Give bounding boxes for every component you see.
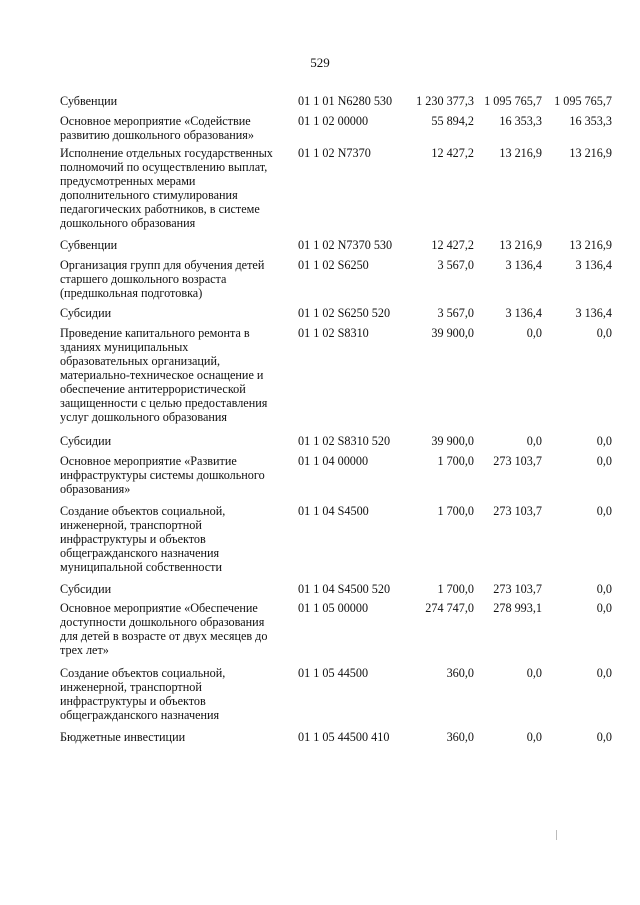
row-value-1: 3 567,0 <box>437 258 474 272</box>
row-name: Создание объектов социальной, инженерной, транспортной инфраструктуры и объектов общегражданского назначения муниципальной собственности <box>60 504 226 574</box>
row-code: 01 1 02 S6250 520 <box>298 306 391 320</box>
row-value-2: 273 103,7 <box>493 582 542 596</box>
row-code: 01 1 04 S4500 520 <box>298 582 391 596</box>
row-name: Субвенции <box>60 94 118 108</box>
row-name: Субсидии <box>60 306 112 320</box>
row-name: Создание объектов социальной, инженерной, транспортной инфраструктуры и объектов общегражданского назначения <box>60 666 226 722</box>
row-value-1: 3 567,0 <box>437 306 474 320</box>
row-code: 01 1 05 44500 <box>298 666 369 680</box>
row-name: Исполнение отдельных государственных полномочий по осуществлению выплат, предусмотренных мерами дополнительного стимулирования педагогических работников, в системе дошкольного образования <box>60 146 273 230</box>
page-number: 529 <box>310 55 330 70</box>
row-value-2: 3 136,4 <box>505 306 542 320</box>
row-value-1: 1 700,0 <box>437 454 474 468</box>
row-value-2: 0,0 <box>526 434 542 448</box>
row-code: 01 1 02 N7370 530 <box>298 238 393 252</box>
row-value-2: 3 136,4 <box>505 258 542 272</box>
row-value-3: 0,0 <box>596 730 612 744</box>
row-value-3: 3 136,4 <box>575 258 612 272</box>
row-value-3: 0,0 <box>596 666 612 680</box>
row-value-1: 39 900,0 <box>431 434 474 448</box>
row-value-2: 0,0 <box>526 666 542 680</box>
row-code: 01 1 01 N6280 530 <box>298 94 393 108</box>
row-value-3: 0,0 <box>596 582 612 596</box>
row-code: 01 1 02 S6250 <box>298 258 369 272</box>
row-name: Бюджетные инвестиции <box>60 730 186 744</box>
row-value-2: 273 103,7 <box>493 454 542 468</box>
scan-mark <box>556 830 557 840</box>
row-value-1: 360,0 <box>446 730 474 744</box>
row-name: Организация групп для обучения детей старшего дошкольного возраста (предшкольная подготовка) <box>60 258 265 300</box>
row-value-3: 0,0 <box>596 504 612 518</box>
row-value-1: 12 427,2 <box>431 238 474 252</box>
row-value-3: 13 216,9 <box>569 146 612 160</box>
row-value-1: 39 900,0 <box>431 326 474 340</box>
row-value-1: 1 230 377,3 <box>416 94 474 108</box>
row-code: 01 1 05 00000 <box>298 601 369 615</box>
row-value-3: 0,0 <box>596 434 612 448</box>
row-value-2: 0,0 <box>526 326 542 340</box>
row-code: 01 1 04 00000 <box>298 454 369 468</box>
row-value-2: 0,0 <box>526 730 542 744</box>
row-name: Субвенции <box>60 238 118 252</box>
row-name: Основное мероприятие «Развитие инфраструктуры системы дошкольного образования» <box>60 454 265 496</box>
row-name: Проведение капитального ремонта в зданиях муниципальных образовательных организаций, материально-техническое оснащение и обеспечение антитеррористической защищенности с целью предоставления услуг дошкольного образования <box>60 326 268 424</box>
row-value-1: 360,0 <box>446 666 474 680</box>
row-value-3: 1 095 765,7 <box>554 94 612 108</box>
row-value-3: 16 353,3 <box>569 114 612 128</box>
row-code: 01 1 04 S4500 <box>298 504 369 518</box>
row-code: 01 1 02 S8310 520 <box>298 434 391 448</box>
row-value-3: 13 216,9 <box>569 238 612 252</box>
row-value-3: 0,0 <box>596 601 612 615</box>
row-code: 01 1 05 44500 410 <box>298 730 390 744</box>
row-value-1: 274 747,0 <box>425 601 474 615</box>
row-value-3: 0,0 <box>596 454 612 468</box>
row-value-1: 1 700,0 <box>437 582 474 596</box>
row-value-1: 12 427,2 <box>431 146 474 160</box>
row-value-2: 273 103,7 <box>493 504 542 518</box>
row-name: Основное мероприятие «Содействие развитию дошкольного образования» <box>60 114 254 142</box>
row-code: 01 1 02 S8310 <box>298 326 369 340</box>
row-value-3: 3 136,4 <box>575 306 612 320</box>
row-name: Субсидии <box>60 434 112 448</box>
row-value-1: 55 894,2 <box>431 114 474 128</box>
row-value-3: 0,0 <box>596 326 612 340</box>
row-code: 01 1 02 N7370 <box>298 146 371 160</box>
row-code: 01 1 02 00000 <box>298 114 369 128</box>
row-name: Субсидии <box>60 582 112 596</box>
row-value-1: 1 700,0 <box>437 504 474 518</box>
row-name: Основное мероприятие «Обеспечение доступности дошкольного образования для детей в возрасте от двух месяцев до трех лет» <box>60 601 268 657</box>
row-value-2: 13 216,9 <box>499 146 542 160</box>
row-value-2: 278 993,1 <box>493 601 542 615</box>
row-value-2: 16 353,3 <box>499 114 542 128</box>
row-value-2: 13 216,9 <box>499 238 542 252</box>
row-value-2: 1 095 765,7 <box>484 94 542 108</box>
